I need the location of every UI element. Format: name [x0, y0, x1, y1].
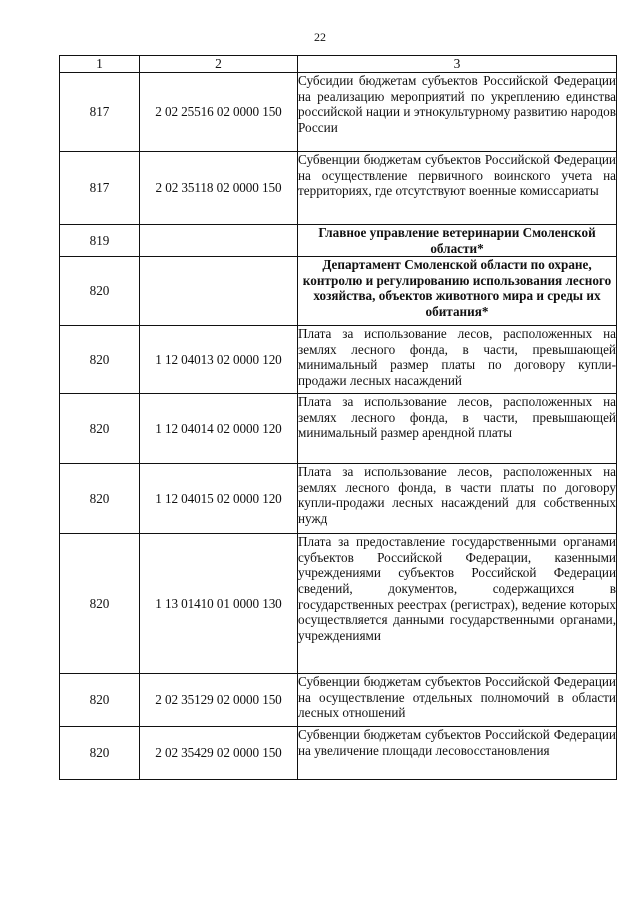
admin-code-cell: 820 [60, 257, 140, 326]
table-row [60, 394, 617, 464]
budget-code-cell: 1 12 04015 02 0000 120 [140, 464, 298, 534]
admin-code-cell: 820 [60, 464, 140, 534]
table-row [60, 73, 617, 152]
admin-code-cell: 820 [60, 394, 140, 464]
budget-code-cell: 2 02 35129 02 0000 150 [140, 674, 298, 727]
page-number: 22 [314, 30, 326, 44]
admin-code-cell: 820 [60, 326, 140, 394]
admin-code-cell: 820 [60, 727, 140, 780]
column-header-2: 2 [140, 56, 298, 73]
section-heading-cell: Главное управление ветеринарии Смоленской области* [298, 225, 617, 257]
budget-code-cell [140, 225, 298, 257]
budget-code-cell: 2 02 35429 02 0000 150 [140, 727, 298, 780]
table-row [60, 674, 617, 727]
admin-code-cell: 819 [60, 225, 140, 257]
table-row [60, 152, 617, 225]
admin-code-cell: 817 [60, 73, 140, 152]
description-cell: Субсидии бюджетам субъектов Российской Федерации на реализацию мероприятий по укреплению единства российской нации и этнокультурному развитию народов России [298, 73, 617, 152]
column-header-1: 1 [60, 56, 140, 73]
description-cell: Плата за использование лесов, расположенных на землях лесного фонда, в части платы по договору купли-продажи лесных насаждений для собственных нужд [298, 464, 617, 534]
table-row [60, 257, 617, 326]
budget-code-cell: 2 02 35118 02 0000 150 [140, 152, 298, 225]
budget-code-cell [140, 257, 298, 326]
table-row [60, 225, 617, 257]
table-row [60, 727, 617, 780]
table-header-row [60, 56, 617, 73]
budget-revenue-table [59, 55, 617, 780]
description-cell: Плата за использование лесов, расположенных на землях лесного фонда, в части, превышающей минимальный размер платы по договору купли-продажи лесных насаждений [298, 326, 617, 394]
budget-code-cell: 1 13 01410 01 0000 130 [140, 534, 298, 674]
description-cell: Субвенции бюджетам субъектов Российской Федерации на осуществление первичного воинского учета на территориях, где отсутствуют военные комиссариаты [298, 152, 617, 225]
admin-code-cell: 820 [60, 674, 140, 727]
table-row [60, 464, 617, 534]
table-row [60, 326, 617, 394]
section-heading-cell: Департамент Смоленской области по охране, контролю и регулированию использования лесного хозяйства, объектов животного мира и среды их обитания* [298, 257, 617, 326]
description-cell: Плата за предоставление государственными органами субъектов Российской Федерации, казенными учреждениями субъектов Российской Федерации сведений, документов, содержащихся в государственных реестрах (регистрах), ведение которых осуществляется данными государственными органами, учреждениями [298, 534, 617, 674]
admin-code-cell: 820 [60, 534, 140, 674]
admin-code-cell: 817 [60, 152, 140, 225]
column-header-3: 3 [298, 56, 617, 73]
budget-code-cell: 2 02 25516 02 0000 150 [140, 73, 298, 152]
description-cell: Субвенции бюджетам субъектов Российской Федерации на осуществление отдельных полномочий в области лесных отношений [298, 674, 617, 727]
table-row [60, 534, 617, 674]
description-cell: Субвенции бюджетам субъектов Российской Федерации на увеличение площади лесовосстановления [298, 727, 617, 780]
budget-code-cell: 1 12 04014 02 0000 120 [140, 394, 298, 464]
description-cell: Плата за использование лесов, расположенных на землях лесного фонда, в части, превышающей минимальный размер арендной платы [298, 394, 617, 464]
budget-code-cell: 1 12 04013 02 0000 120 [140, 326, 298, 394]
